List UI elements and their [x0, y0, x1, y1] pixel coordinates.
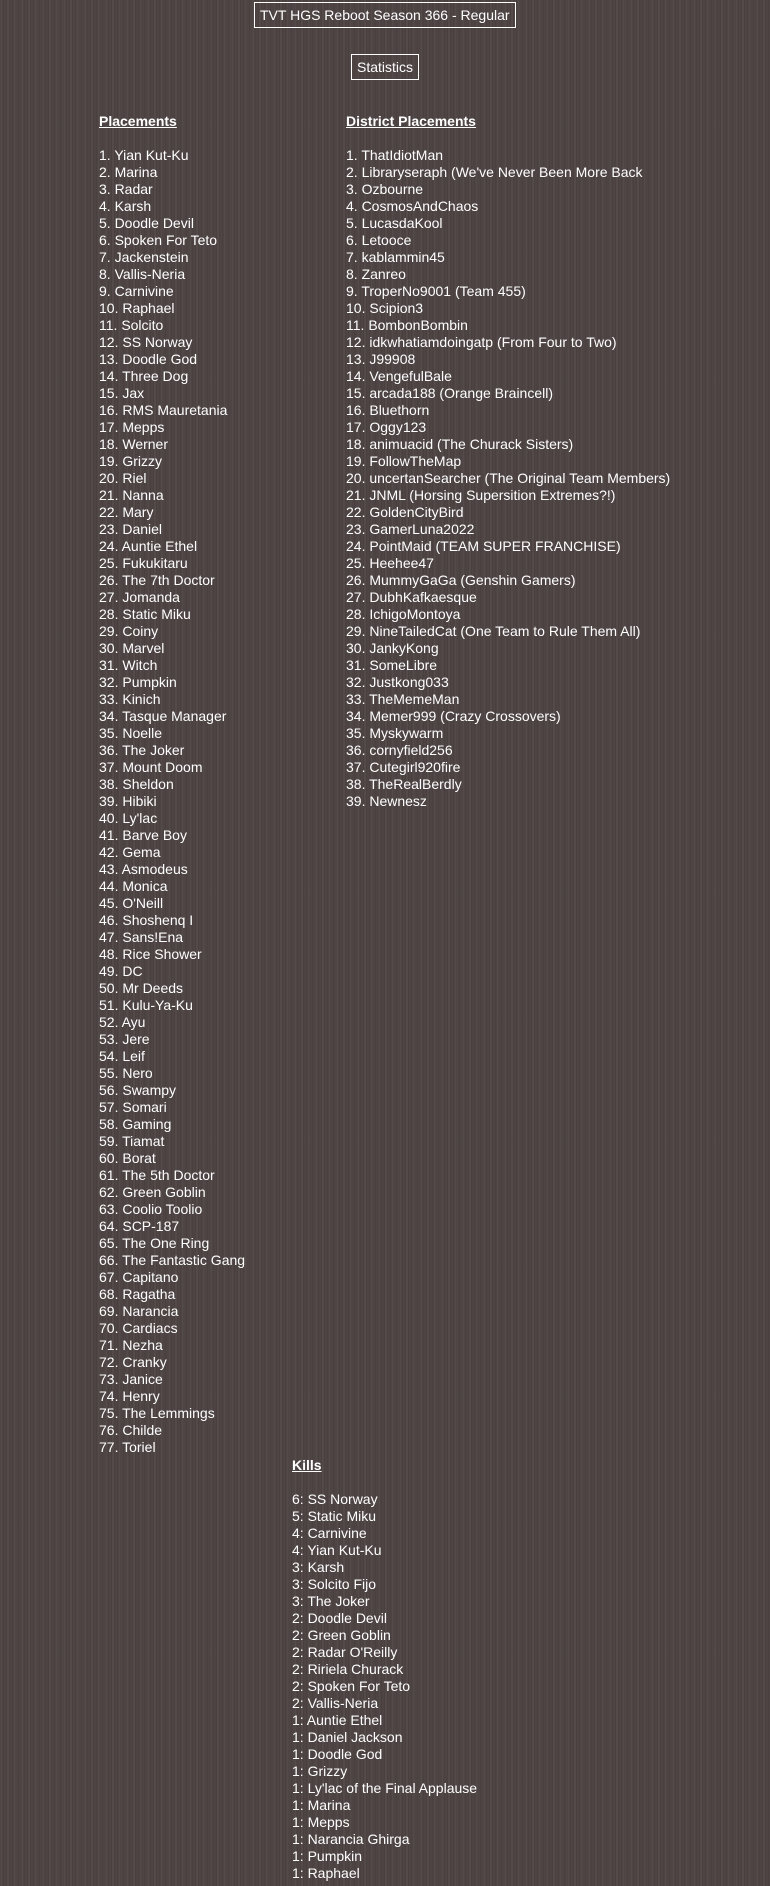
- kill-item: 2: Radar O'Reilly: [292, 1644, 398, 1660]
- placement-item: 1. Yian Kut-Ku: [99, 147, 189, 163]
- kill-item: 1: Pumpkin: [292, 1848, 363, 1864]
- district-placement-item: 19. FollowTheMap: [346, 453, 462, 469]
- placement-item: 9. Carnivine: [99, 283, 174, 299]
- kill-item: 1: Narancia Ghirga: [292, 1831, 410, 1847]
- placement-item: 37. Mount Doom: [99, 759, 203, 775]
- district-placement-item: 27. DubhKafkaesque: [346, 589, 477, 605]
- district-placement-item: 1. ThatIdiotMan: [346, 147, 444, 163]
- placement-item: 58. Gaming: [99, 1116, 172, 1132]
- placement-item: 6. Spoken For Teto: [99, 232, 218, 248]
- district-placement-item: 12. idkwhatiamdoingatp (From Four to Two): [346, 334, 617, 350]
- district-placement-item: 18. animuacid (The Churack Sisters): [346, 436, 574, 452]
- placement-item: 7. Jackenstein: [99, 249, 189, 265]
- kill-item: 3: The Joker: [292, 1593, 370, 1609]
- placement-item: 5. Doodle Devil: [99, 215, 194, 231]
- kill-item: 1: Doodle God: [292, 1746, 383, 1762]
- placement-item: 38. Sheldon: [99, 776, 174, 792]
- district-placement-item: 31. SomeLibre: [346, 657, 438, 673]
- placement-item: 62. Green Goblin: [99, 1184, 206, 1200]
- kill-item: 2: Doodle Devil: [292, 1610, 387, 1626]
- district-placement-item: 15. arcada188 (Orange Braincell): [346, 385, 554, 401]
- placement-item: 40. Ly'lac: [99, 810, 158, 826]
- placement-item: 18. Werner: [99, 436, 168, 452]
- kill-item: 3: Karsh: [292, 1559, 345, 1575]
- kills-heading: Kills: [292, 1457, 322, 1473]
- placement-item: 54. Leif: [99, 1048, 145, 1064]
- district-placement-item: 20. uncertanSearcher (The Original Team Members): [346, 470, 671, 486]
- placements-section: [99, 113, 245, 1456]
- placement-item: 43. Asmodeus: [99, 861, 188, 877]
- district-placement-item: 14. VengefulBale: [346, 368, 452, 384]
- placement-item: 70. Cardiacs: [99, 1320, 178, 1336]
- placement-item: 76. Childe: [99, 1422, 163, 1438]
- kills-list: [292, 1491, 477, 1882]
- kill-item: 1: Grizzy: [292, 1763, 348, 1779]
- kills-section: [292, 1457, 477, 1882]
- placement-item: 63. Coolio Toolio: [99, 1201, 203, 1217]
- district-placement-item: 16. Bluethorn: [346, 402, 430, 418]
- placement-item: 46. Shoshenq I: [99, 912, 194, 928]
- placement-item: 45. O'Neill: [99, 895, 164, 911]
- district-placement-item: 13. J99908: [346, 351, 416, 367]
- placement-item: 24. Auntie Ethel: [99, 538, 198, 554]
- district-placement-item: 2. Libraryseraph (We've Never Been More Back: [346, 164, 643, 180]
- district-placement-item: 29. NineTailedCat (One Team to Rule Them All): [346, 623, 641, 639]
- placement-item: 16. RMS Mauretania: [99, 402, 228, 418]
- placement-item: 12. SS Norway: [99, 334, 193, 350]
- district-placement-item: 10. Scipion3: [346, 300, 424, 316]
- district-placement-item: 26. MummyGaGa (Genshin Gamers): [346, 572, 576, 588]
- placement-item: 50. Mr Deeds: [99, 980, 184, 996]
- district-placements-list: [346, 147, 670, 810]
- district-placement-item: 39. Newnesz: [346, 793, 427, 809]
- placement-item: 17. Mepps: [99, 419, 165, 435]
- placement-item: 74. Henry: [99, 1388, 160, 1404]
- kill-item: 2: Green Goblin: [292, 1627, 391, 1643]
- placement-item: 35. Noelle: [99, 725, 163, 741]
- placement-item: 66. The Fantastic Gang: [99, 1252, 246, 1268]
- placement-item: 8. Vallis-Neria: [99, 266, 186, 282]
- district-placement-item: 25. Heehee47: [346, 555, 434, 571]
- kill-item: 1: Ly'lac of the Final Applause: [292, 1780, 478, 1796]
- placement-item: 15. Jax: [99, 385, 145, 401]
- district-placement-item: 8. Zanreo: [346, 266, 406, 282]
- district-placement-item: 9. TroperNo9001 (Team 455): [346, 283, 526, 299]
- placement-item: 68. Ragatha: [99, 1286, 176, 1302]
- placement-item: 22. Mary: [99, 504, 154, 520]
- placement-item: 41. Barve Boy: [99, 827, 187, 843]
- district-placement-item: 4. CosmosAndChaos: [346, 198, 479, 214]
- placement-item: 39. Hibiki: [99, 793, 157, 809]
- district-placement-item: 34. Memer999 (Crazy Crossovers): [346, 708, 561, 724]
- placement-item: 33. Kinich: [99, 691, 161, 707]
- statistics-label: Statistics: [351, 54, 419, 80]
- placement-item: 32. Pumpkin: [99, 674, 177, 690]
- placement-item: 20. Riel: [99, 470, 147, 486]
- kill-item: 1: Marina: [292, 1797, 351, 1813]
- placement-item: 59. Tiamat: [99, 1133, 165, 1149]
- district-placement-item: 33. TheMemeMan: [346, 691, 460, 707]
- page-title: TVT HGS Reboot Season 366 - Regular: [254, 2, 516, 28]
- placement-item: 29. Coiny: [99, 623, 159, 639]
- district-placement-item: 6. Letooce: [346, 232, 412, 248]
- district-placement-item: 38. TheRealBerdly: [346, 776, 462, 792]
- placement-item: 48. Rice Shower: [99, 946, 202, 962]
- district-placement-item: 24. PointMaid (TEAM SUPER FRANCHISE): [346, 538, 621, 554]
- placement-item: 60. Borat: [99, 1150, 156, 1166]
- district-placement-item: 37. Cutegirl920fire: [346, 759, 461, 775]
- placement-item: 47. Sans!Ena: [99, 929, 184, 945]
- placement-item: 49. DC: [99, 963, 143, 979]
- placement-item: 56. Swampy: [99, 1082, 177, 1098]
- district-placement-item: 7. kablammin45: [346, 249, 445, 265]
- district-placement-item: 22. GoldenCityBird: [346, 504, 464, 520]
- district-placement-item: 17. Oggy123: [346, 419, 427, 435]
- placement-item: 27. Jomanda: [99, 589, 180, 605]
- kill-item: 1: Daniel Jackson: [292, 1729, 403, 1745]
- district-placement-item: 3. Ozbourne: [346, 181, 424, 197]
- district-placement-item: 36. cornyfield256: [346, 742, 453, 758]
- placement-item: 55. Nero: [99, 1065, 153, 1081]
- district-placement-item: 5. LucasdaKool: [346, 215, 443, 231]
- kill-item: 4: Carnivine: [292, 1525, 367, 1541]
- placement-item: 10. Raphael: [99, 300, 175, 316]
- placement-item: 36. The Joker: [99, 742, 185, 758]
- placement-item: 19. Grizzy: [99, 453, 163, 469]
- placement-item: 42. Gema: [99, 844, 161, 860]
- placement-item: 77. Toriel: [99, 1439, 156, 1455]
- placement-item: 23. Daniel: [99, 521, 163, 537]
- placement-item: 3. Radar: [99, 181, 153, 197]
- placement-item: 71. Nezha: [99, 1337, 163, 1353]
- district-placement-item: 11. BombonBombin: [346, 317, 468, 333]
- placement-item: 34. Tasque Manager: [99, 708, 227, 724]
- district-placement-item: 21. JNML (Horsing Supersition Extremes?!): [346, 487, 616, 503]
- placement-item: 61. The 5th Doctor: [99, 1167, 215, 1183]
- placement-item: 11. Solcito: [99, 317, 164, 333]
- placement-item: 52. Ayu: [99, 1014, 146, 1030]
- placement-item: 65. The One Ring: [99, 1235, 210, 1251]
- placement-item: 72. Cranky: [99, 1354, 167, 1370]
- placement-item: 75. The Lemmings: [99, 1405, 215, 1421]
- kill-item: 3: Solcito Fijo: [292, 1576, 377, 1592]
- district-placements-heading: District Placements: [346, 113, 476, 129]
- placement-item: 44. Monica: [99, 878, 168, 894]
- placement-item: 14. Three Dog: [99, 368, 189, 384]
- placement-item: 69. Narancia: [99, 1303, 179, 1319]
- district-placement-item: 35. Myskywarm: [346, 725, 444, 741]
- placement-item: 13. Doodle God: [99, 351, 198, 367]
- kill-item: 4: Yian Kut-Ku: [292, 1542, 382, 1558]
- placement-item: 73. Janice: [99, 1371, 163, 1387]
- placement-item: 51. Kulu-Ya-Ku: [99, 997, 193, 1013]
- district-placements-section: [346, 113, 670, 810]
- placement-item: 57. Somari: [99, 1099, 167, 1115]
- placement-item: 67. Capitano: [99, 1269, 179, 1285]
- placement-item: 2. Marina: [99, 164, 158, 180]
- placement-item: 30. Marvel: [99, 640, 165, 656]
- placement-item: 21. Nanna: [99, 487, 164, 503]
- placement-item: 25. Fukukitaru: [99, 555, 188, 571]
- kill-item: 1: Auntie Ethel: [292, 1712, 383, 1728]
- placement-item: 53. Jere: [99, 1031, 150, 1047]
- placements-heading: Placements: [99, 113, 177, 129]
- placement-item: 26. The 7th Doctor: [99, 572, 215, 588]
- placement-item: 4. Karsh: [99, 198, 152, 214]
- district-placement-item: 30. JankyKong: [346, 640, 439, 656]
- kill-item: 1: Raphael: [292, 1865, 360, 1881]
- kill-item: 1: Mepps: [292, 1814, 350, 1830]
- kill-item: 2: Ririela Churack: [292, 1661, 404, 1677]
- kill-item: 2: Spoken For Teto: [292, 1678, 411, 1694]
- placement-item: 64. SCP-187: [99, 1218, 180, 1234]
- district-placement-item: 32. Justkong033: [346, 674, 449, 690]
- kill-item: 5: Static Miku: [292, 1508, 377, 1524]
- kill-item: 6: SS Norway: [292, 1491, 378, 1507]
- district-placement-item: 28. IchigoMontoya: [346, 606, 461, 622]
- kill-item: 2: Vallis-Neria: [292, 1695, 379, 1711]
- placement-item: 31. Witch: [99, 657, 158, 673]
- placements-list: [99, 147, 245, 1456]
- placement-item: 28. Static Miku: [99, 606, 191, 622]
- district-placement-item: 23. GamerLuna2022: [346, 521, 475, 537]
